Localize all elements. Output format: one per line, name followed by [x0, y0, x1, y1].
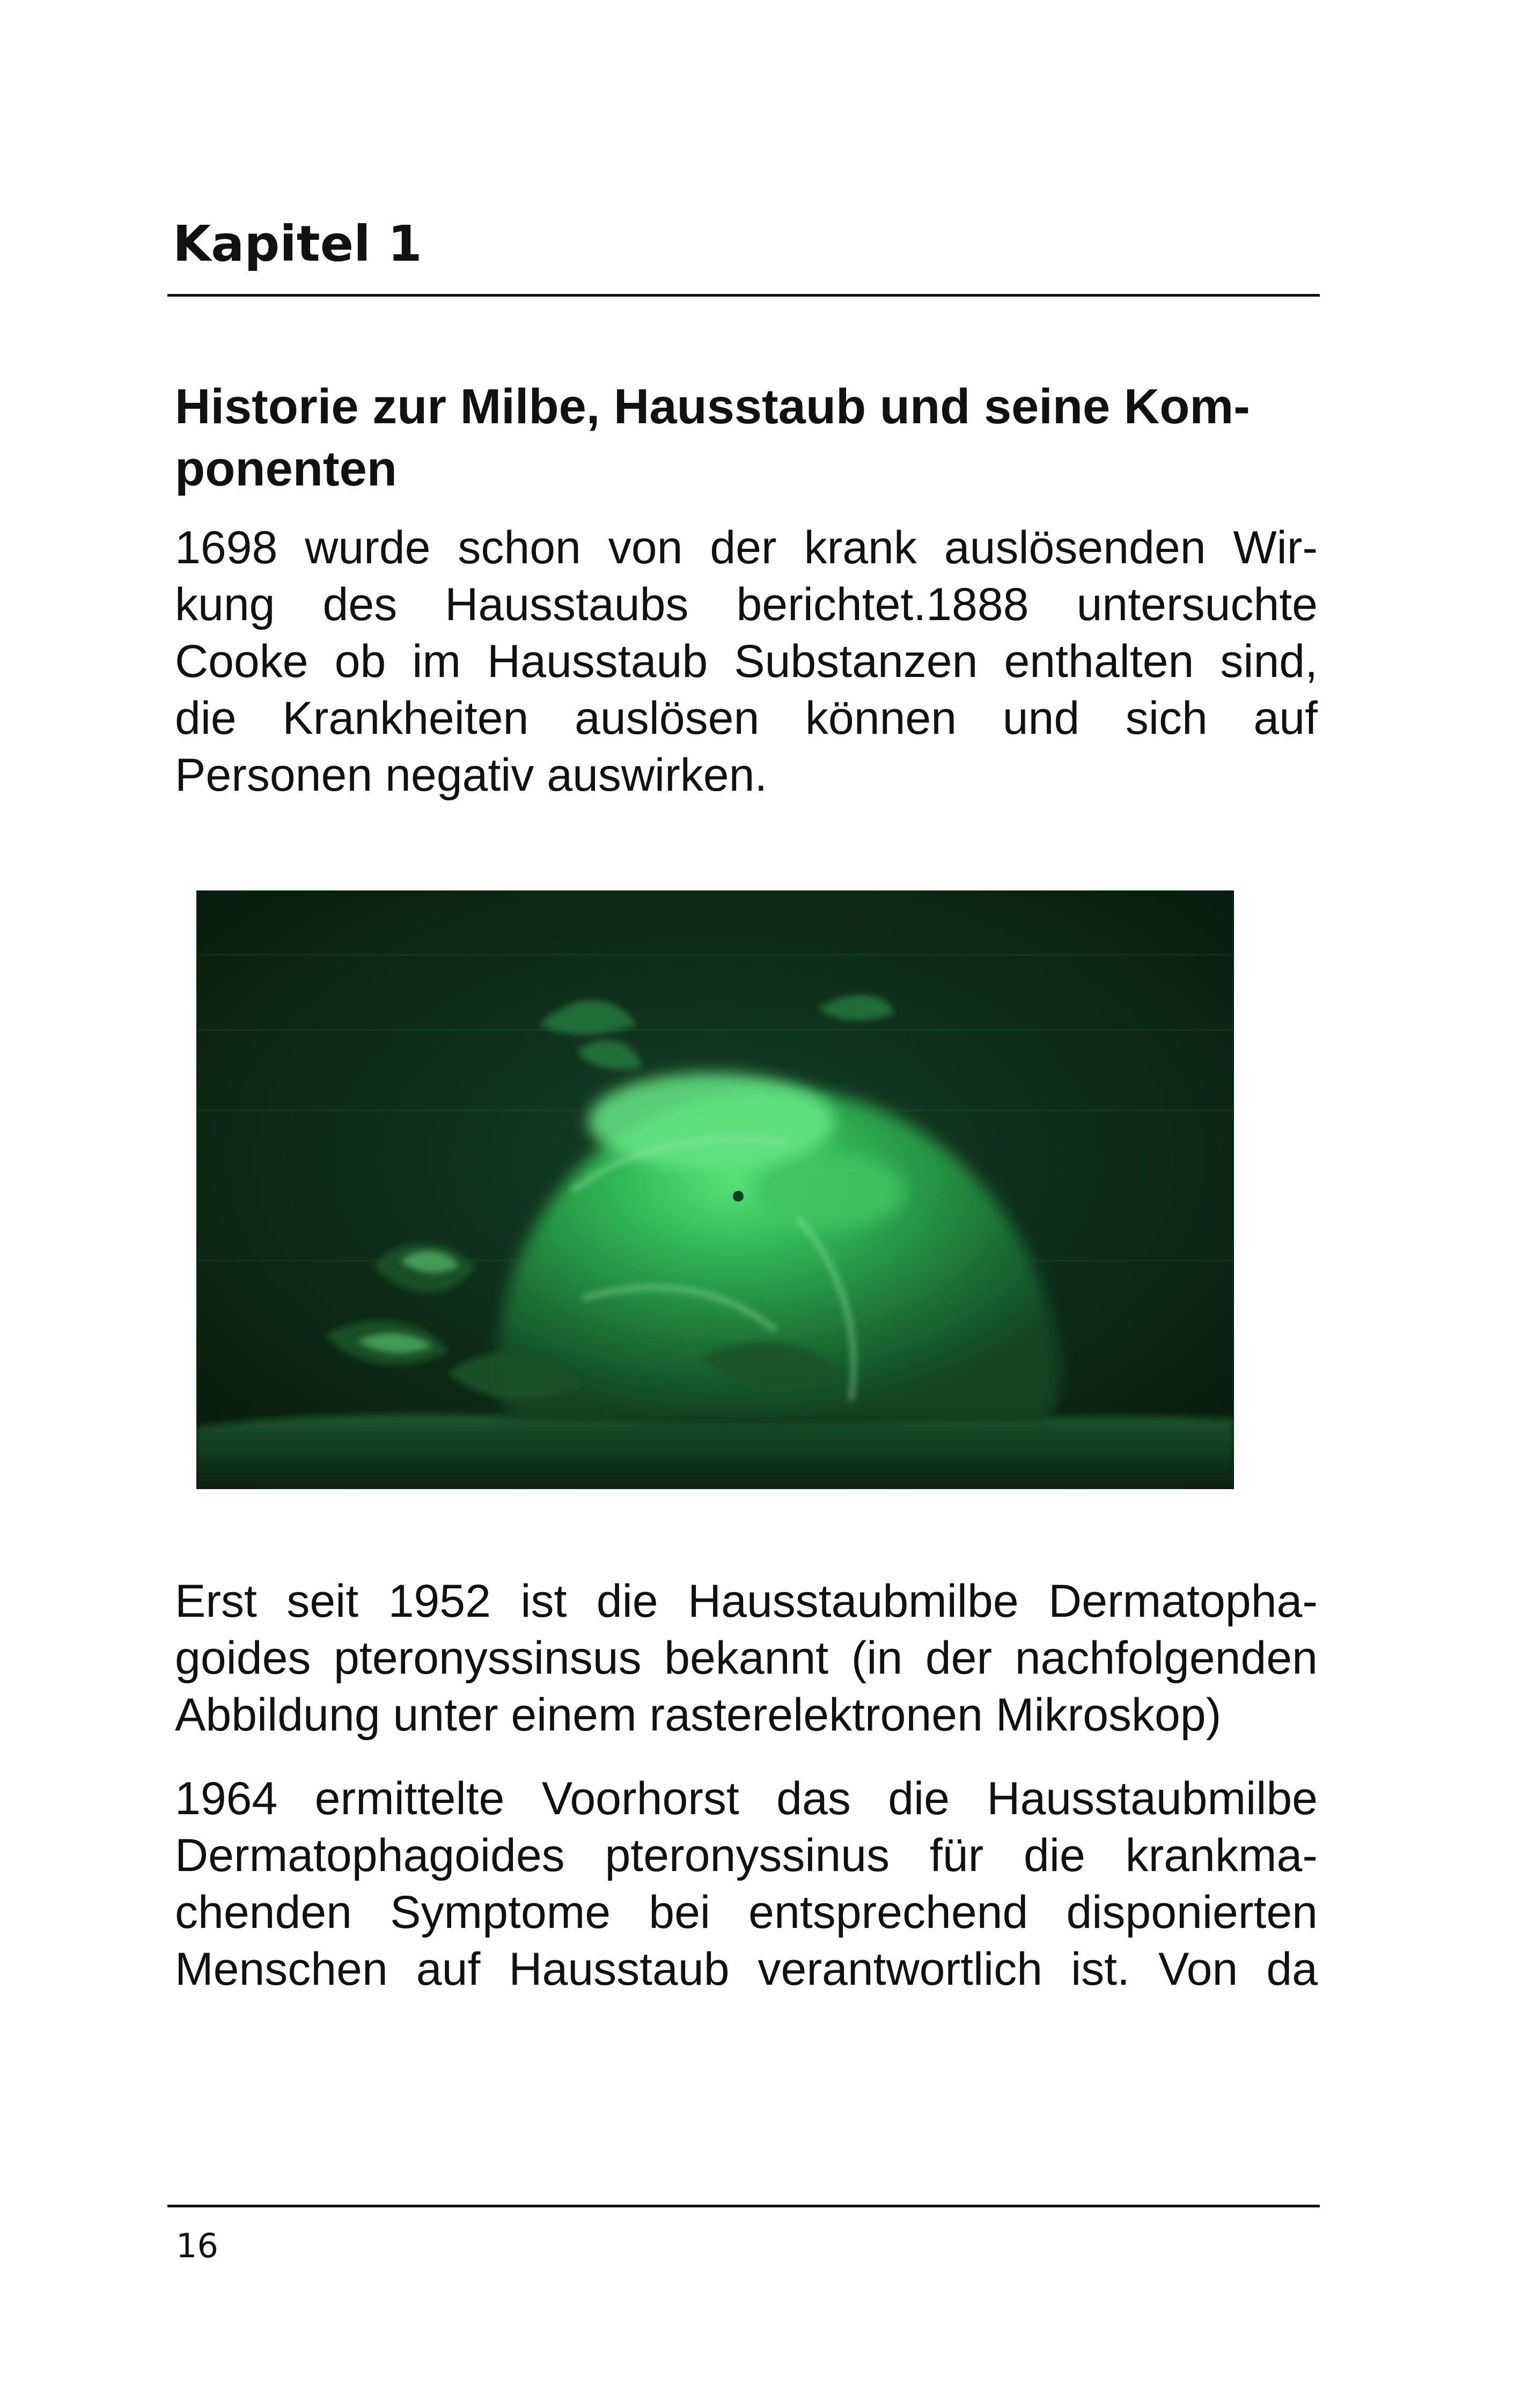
text-line: chenden Symptome bei entsprechend disponierten [175, 1887, 1318, 1938]
paragraph-history-1964 [175, 1770, 1318, 1998]
text-line: 1698 wurde schon von der krank auslösenden Wir- [175, 522, 1318, 573]
dust-mite-illustration [196, 890, 1234, 1489]
paragraph-history-1698 [175, 519, 1318, 804]
paragraph-history-1952 [175, 1573, 1318, 1743]
text-line: kung des Hausstaubs berichtet.1888 untersuchte [175, 579, 1318, 630]
chapter-title: Kapitel 1 [173, 215, 422, 273]
text-line: Dermatophagoides pteronyssinus für die krankma- [175, 1830, 1318, 1881]
section-heading-line: ponenten [175, 441, 397, 496]
text-line: Menschen auf Hausstaub verantwortlich ist. Von da [175, 1943, 1318, 1995]
page-number: 16 [176, 2226, 218, 2265]
text-line: Cooke ob im Hausstaub Substanzen enthalten sind, [175, 636, 1318, 687]
text-line: Erst seit 1952 ist die Hausstaubmilbe Dermatopha- [175, 1575, 1318, 1627]
header-rule [167, 294, 1320, 297]
text-line: die Krankheiten auslösen können und sich auf [175, 693, 1318, 744]
section-heading [175, 375, 1318, 500]
text-line: goides pteronyssinsus bekannt (in der nachfolgenden [175, 1632, 1318, 1684]
dust-mite-image [196, 890, 1234, 1489]
text-line: Personen negativ auswirken. [175, 749, 768, 801]
text-line: 1964 ermittelte Voorhorst das die Hausstaubmilbe [175, 1773, 1318, 1824]
footer-rule [167, 2205, 1320, 2207]
text-line: Abbildung unter einem rasterelektronen Mikroskop) [175, 1689, 1222, 1741]
section-heading-line: Historie zur Milbe, Hausstaub und seine Kom- [175, 379, 1250, 434]
